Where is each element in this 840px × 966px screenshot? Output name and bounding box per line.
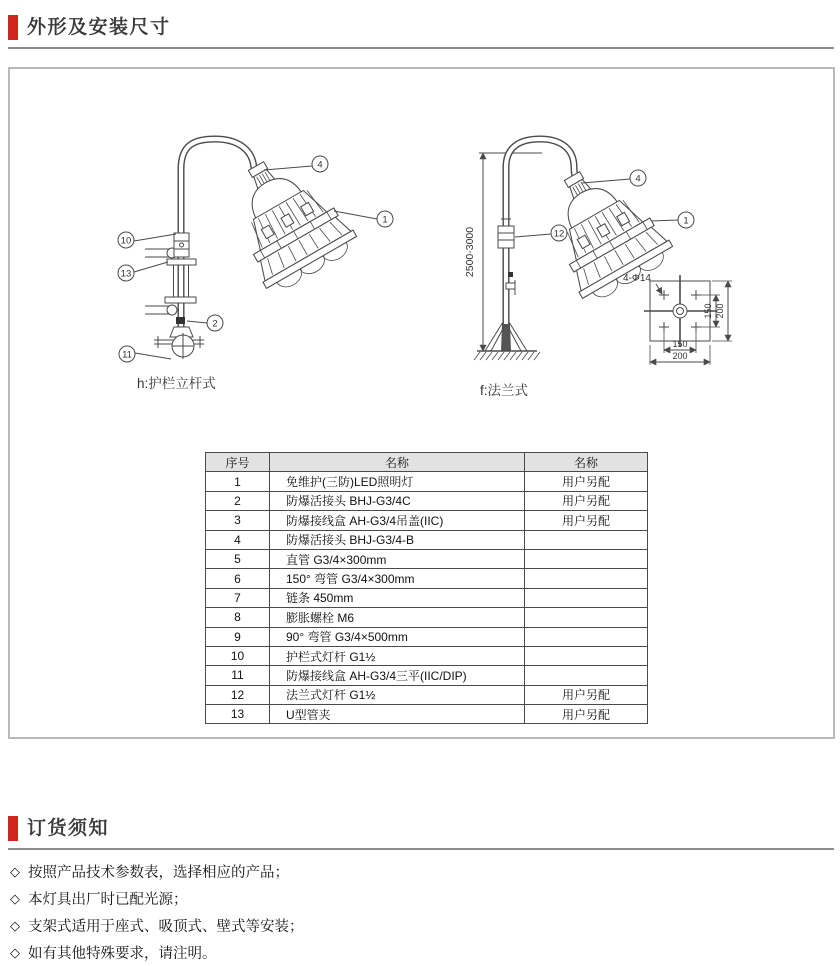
table-row [206, 666, 648, 685]
svg-text:4: 4 [317, 159, 323, 171]
diamond-icon: ◇ [10, 917, 20, 933]
callout-right-1 [651, 212, 694, 228]
table-cell-note [525, 666, 648, 685]
table-cell-note [525, 549, 648, 568]
table-cell-no: 10 [206, 646, 270, 665]
table-cell-note: 用户另配 [525, 685, 648, 704]
table-cell-name: 防爆活接头 BHJ-G3/4C [270, 491, 525, 510]
section-header-ordering [8, 816, 834, 850]
flange-dim-outer-h: 200 [672, 351, 688, 361]
svg-text:4: 4 [635, 173, 641, 185]
table-row [206, 491, 648, 510]
table-cell-name: 护栏式灯杆 G1½ [270, 646, 525, 665]
table-cell-name: 直管 G3/4×300mm [270, 549, 525, 568]
section-header-dimensions [8, 15, 834, 49]
table-row [206, 608, 648, 627]
table-cell-no: 8 [206, 608, 270, 627]
table-cell-name: 免维护(三防)LED照明灯 [270, 472, 525, 491]
callout-left-10 [118, 232, 176, 248]
table-row [206, 569, 648, 588]
flange-dim-inner-h: 150 [672, 339, 688, 349]
table-cell-no: 1 [206, 472, 270, 491]
flange-holes-label: 4-Φ14 [623, 273, 651, 284]
note-text: 支架式适用于座式、吸顶式、壁式等安装； [28, 919, 304, 935]
callout-left-2 [187, 315, 223, 331]
table-cell-name: 90° 弯管 G3/4×500mm [270, 627, 525, 646]
table-row [206, 472, 648, 491]
table-cell-no: 12 [206, 685, 270, 704]
table-cell-note [525, 530, 648, 549]
note-item [10, 858, 304, 885]
table-column-header: 名称 [270, 453, 525, 472]
table-row [206, 530, 648, 549]
table-cell-name: 防爆接线盒 AH-G3/4三平(IIC/DIP) [270, 666, 525, 685]
table-cell-note: 用户另配 [525, 472, 648, 491]
table-cell-name: 防爆活接头 BHJ-G3/4-B [270, 530, 525, 549]
svg-text:12: 12 [553, 228, 565, 240]
table-row [206, 685, 648, 704]
svg-text:2: 2 [212, 318, 218, 330]
table-cell-note: 用户另配 [525, 491, 648, 510]
table-row [206, 705, 648, 724]
table-row [206, 549, 648, 568]
table-header-row [206, 453, 648, 472]
table-column-header: 名称 [525, 453, 648, 472]
table-cell-note [525, 608, 648, 627]
table-cell-note [525, 646, 648, 665]
svg-text:13: 13 [120, 268, 132, 280]
diamond-icon: ◇ [10, 944, 20, 960]
height-dimension-label: 2500-3000 [464, 226, 476, 278]
page-title: 外形及安装尺寸 [27, 17, 171, 38]
diagram-panel [8, 67, 835, 739]
note-item [10, 885, 304, 912]
table-row [206, 627, 648, 646]
callout-left-11 [119, 346, 171, 362]
table-cell-no: 2 [206, 491, 270, 510]
table-cell-note: 用户另配 [525, 511, 648, 530]
svg-text:1: 1 [382, 214, 388, 226]
note-text: 本灯具出厂时已配光源； [28, 892, 188, 908]
table-cell-note [525, 627, 648, 646]
ordering-title: 订货须知 [27, 818, 110, 839]
red-bar-icon [8, 15, 18, 40]
callout-left-4 [264, 156, 328, 172]
table-row [206, 511, 648, 530]
parts-table [205, 452, 648, 724]
table-cell-no: 11 [206, 666, 270, 685]
table-cell-no: 3 [206, 511, 270, 530]
table-cell-name: 防爆接线盒 AH-G3/4吊盖(IIC) [270, 511, 525, 530]
left-drawing-caption: h:护栏立杆式 [137, 376, 216, 391]
flange-dim-outer-v: 200 [715, 303, 725, 319]
table-row [206, 646, 648, 665]
table-cell-no: 5 [206, 549, 270, 568]
table-cell-no: 9 [206, 627, 270, 646]
table-cell-note [525, 588, 648, 607]
ordering-notes-list [10, 858, 304, 966]
table-cell-name: U型管夹 [270, 705, 525, 724]
right-drawing [474, 139, 678, 360]
table-cell-name: 150° 弯管 G3/4×300mm [270, 569, 525, 588]
table-cell-name: 法兰式灯杆 G1½ [270, 685, 525, 704]
svg-text:11: 11 [122, 349, 132, 361]
table-cell-no: 7 [206, 588, 270, 607]
flange-detail [644, 275, 732, 365]
note-text: 按照产品技术参数表，选择相应的产品； [28, 865, 289, 881]
table-cell-name: 链条 450mm [270, 588, 525, 607]
note-item [10, 912, 304, 939]
right-drawing-caption: f:法兰式 [480, 383, 529, 398]
table-row [206, 588, 648, 607]
diamond-icon: ◇ [10, 863, 20, 879]
left-drawing [145, 139, 362, 359]
svg-text:10: 10 [120, 235, 132, 247]
svg-text:1: 1 [683, 215, 689, 227]
flange-dim-inner-v: 150 [703, 303, 713, 319]
table-cell-no: 6 [206, 569, 270, 588]
diamond-icon: ◇ [10, 890, 20, 906]
red-bar-icon [8, 816, 18, 841]
callout-left-13 [118, 262, 168, 281]
note-text: 如有其他特殊要求，请注明。 [28, 946, 217, 962]
table-cell-note: 用户另配 [525, 705, 648, 724]
callout-right-12 [515, 225, 567, 241]
table-cell-name: 膨胀螺栓 M6 [270, 608, 525, 627]
callout-right-4 [582, 170, 646, 186]
table-cell-no: 4 [206, 530, 270, 549]
table-column-header: 序号 [206, 453, 270, 472]
table-cell-no: 13 [206, 705, 270, 724]
table-cell-note [525, 569, 648, 588]
